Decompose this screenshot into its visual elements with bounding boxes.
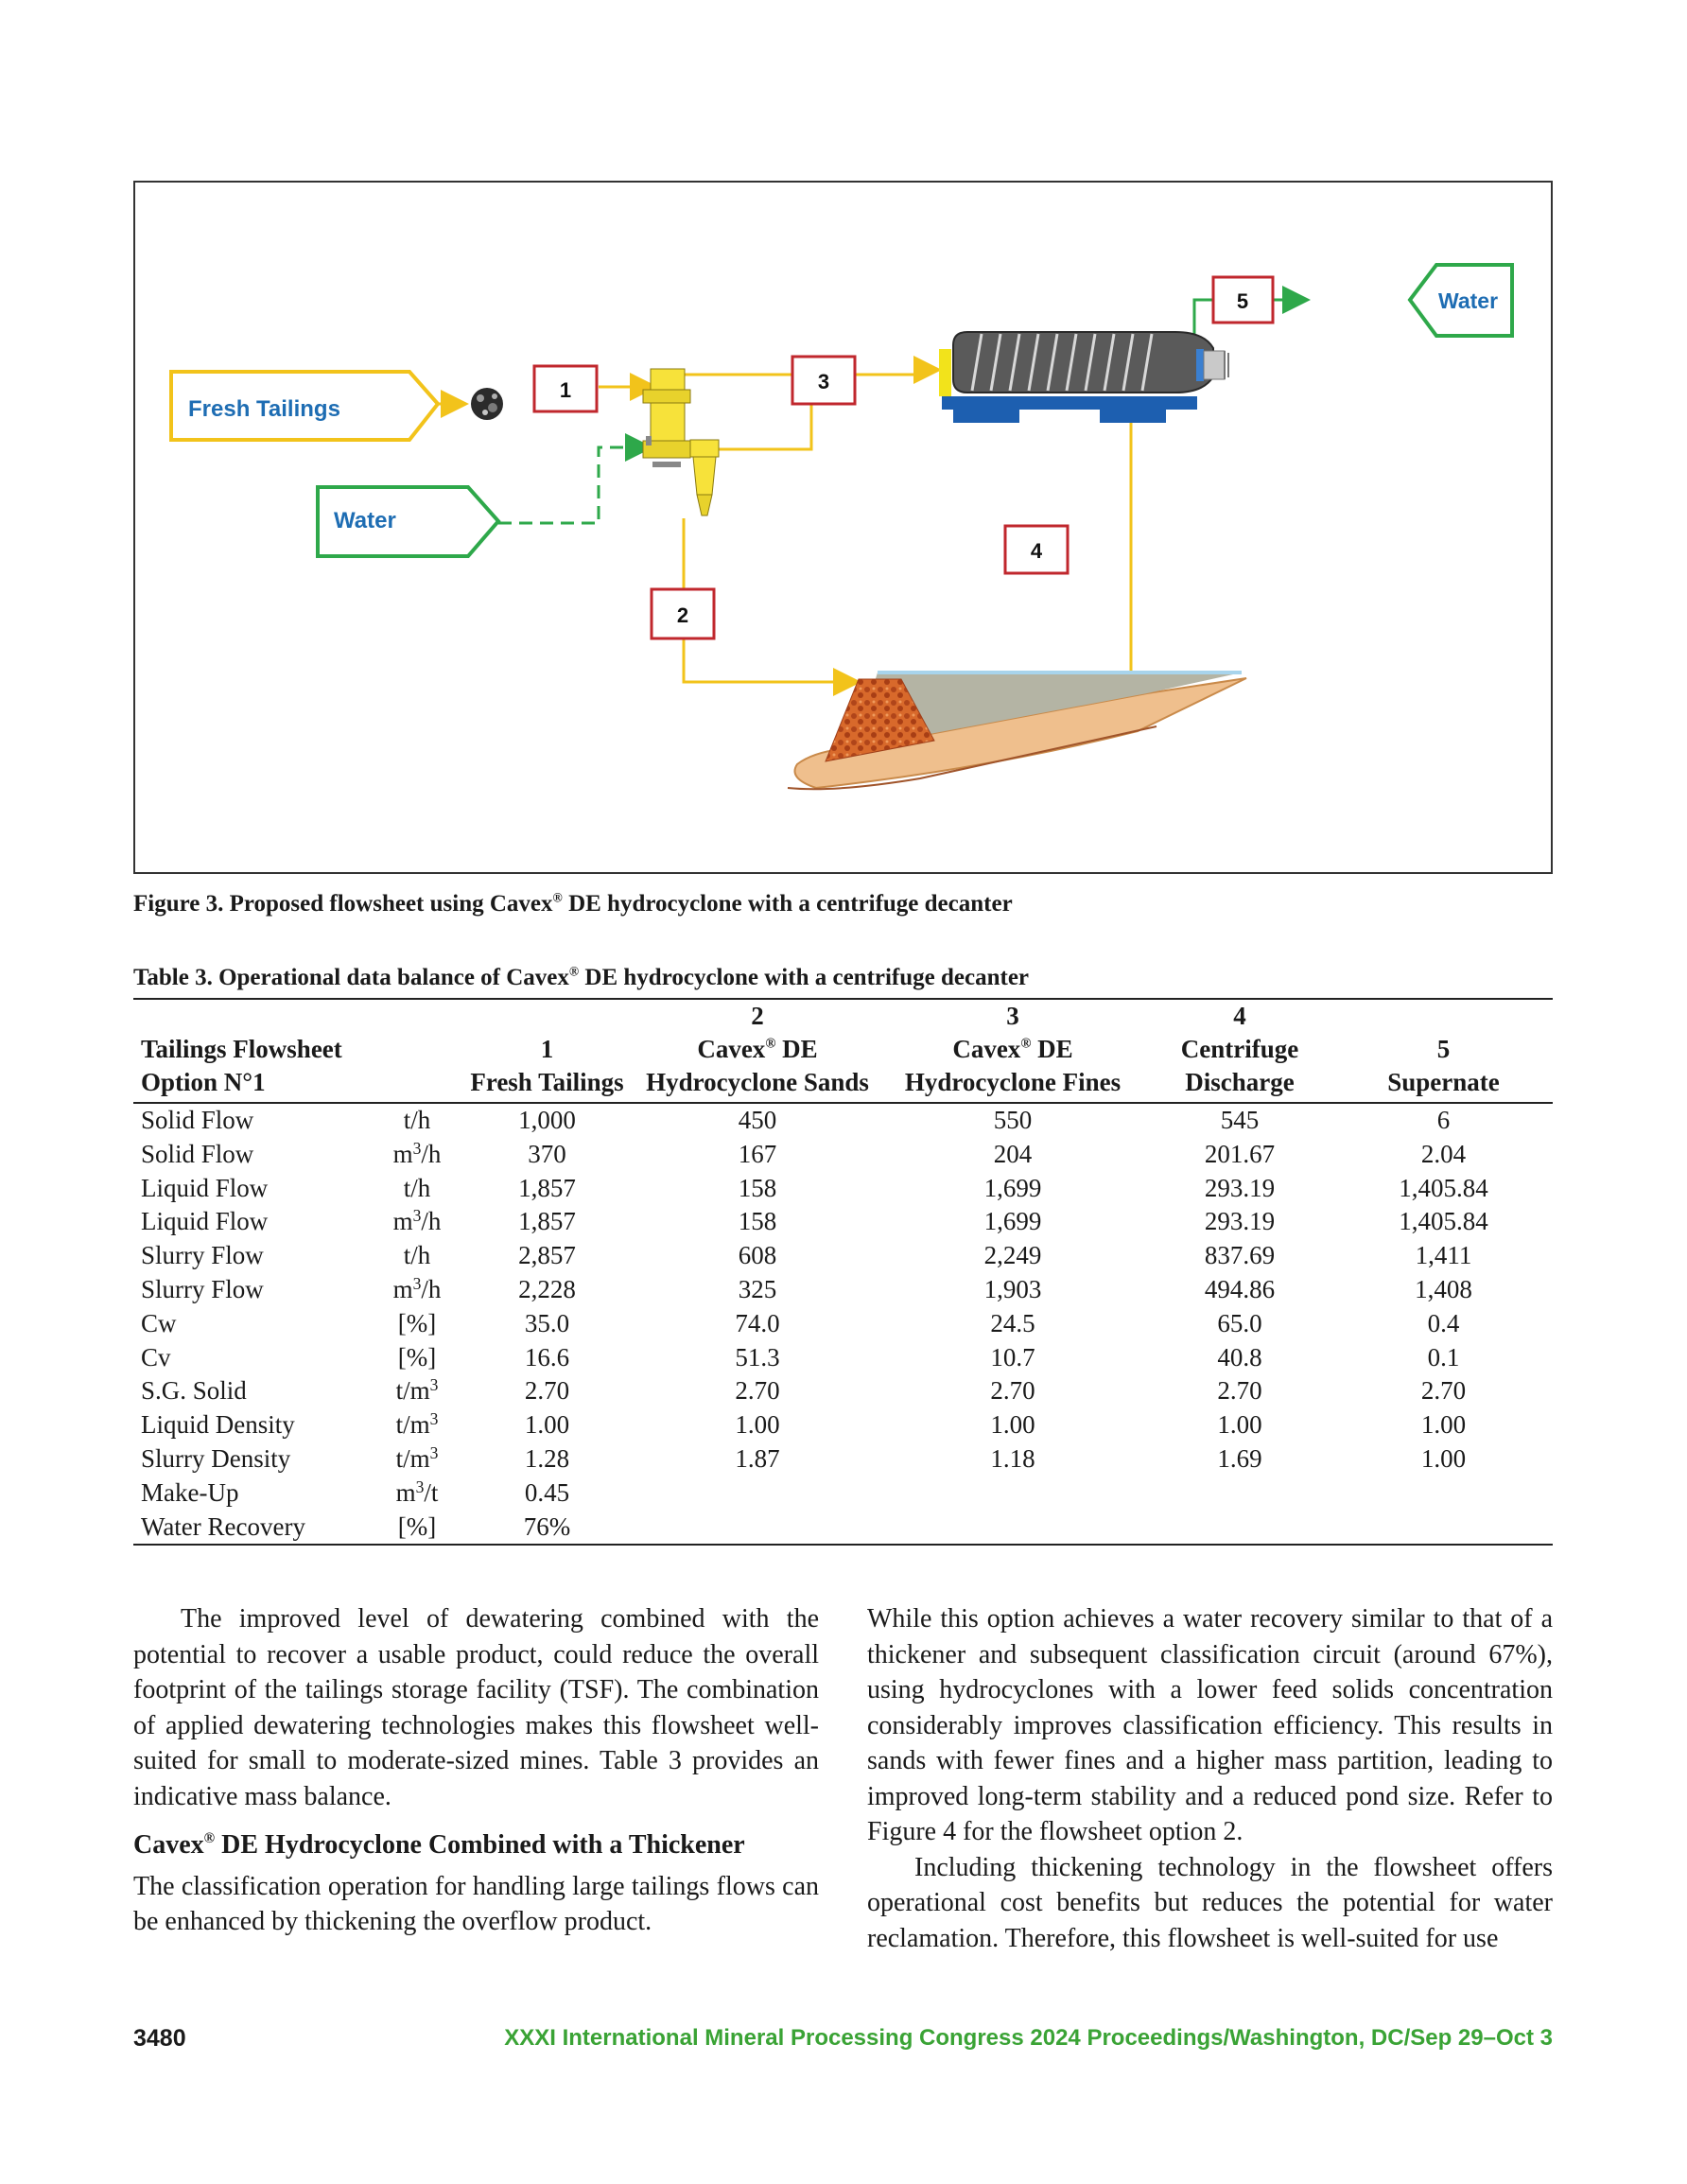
running-footer: XXXI International Mineral Processing Congress 2024 Proceedings/Washington, DC/Sep 29–Oct 3	[504, 2025, 1553, 2051]
svg-text:5: 5	[1236, 289, 1249, 313]
table-cell: 2,228	[518, 1274, 576, 1303]
table-cell: 1.00	[990, 1410, 1035, 1440]
figure-caption: Figure 3. Proposed flowsheet using Cavex® DE hydrocyclone with a centrifuge decanter	[133, 890, 1013, 917]
tailings-dam-icon	[788, 673, 1246, 789]
table-cell: 1,857	[518, 1207, 576, 1236]
mass-balance-table	[133, 998, 1553, 1546]
table-row	[133, 1172, 1553, 1206]
table-cell: 2.70	[990, 1376, 1035, 1406]
table-cell	[635, 1511, 880, 1546]
stream-box-2	[652, 589, 714, 638]
table-cell	[880, 1511, 1145, 1546]
row-unit: $m^3/t$	[395, 1477, 439, 1507]
table-cell: 293.19	[1204, 1173, 1276, 1202]
table-cell: 65.0	[1217, 1308, 1262, 1337]
row-label: Slurry Flow	[141, 1241, 264, 1270]
table-cell: 0.1	[1427, 1342, 1460, 1372]
row-label: Water Recovery	[141, 1511, 305, 1541]
row-unit: $t/m^3$	[395, 1443, 439, 1473]
fresh-tailings-input	[171, 372, 438, 440]
table-cell: 2.70	[524, 1376, 570, 1406]
table-row	[133, 1205, 1553, 1239]
row-unit: t/h	[403, 1241, 431, 1270]
table-cell: 370	[528, 1139, 566, 1168]
page-number: 3480	[133, 2025, 186, 2052]
col-header-fresh-tailings: Fresh Tailings	[460, 1066, 635, 1103]
table-row	[133, 1138, 1553, 1172]
row-unit: $m^3/h$	[392, 1139, 442, 1168]
row-unit: $t/m^3$	[395, 1409, 439, 1440]
fresh-tailings-label: Fresh Tailings	[188, 396, 340, 422]
row-unit: t/h	[403, 1106, 431, 1134]
table-cell: 2.70	[1420, 1376, 1467, 1406]
row-label: Liquid Flow	[141, 1207, 269, 1236]
table-row	[133, 1476, 1553, 1511]
table-cell: 1.00	[735, 1410, 780, 1440]
table-cell: 1.69	[1217, 1443, 1262, 1473]
table-cell: 1,405.84	[1399, 1207, 1488, 1236]
table-cell: 1,405.84	[1399, 1173, 1488, 1202]
row-header-line1: Tailings Flowsheet	[141, 1035, 342, 1063]
table-cell: 1.87	[735, 1443, 780, 1473]
table-cell: 16.6	[524, 1342, 570, 1372]
table-cell: 1,408	[1415, 1274, 1472, 1303]
table-row	[133, 1307, 1553, 1341]
svg-text:4: 4	[1030, 539, 1043, 563]
col-header-fines: Hydrocyclone Fines	[880, 1066, 1145, 1103]
table-cell: 325	[738, 1274, 777, 1303]
row-header-line2: Option N°1	[133, 1066, 374, 1103]
water-output-label: Water	[1438, 288, 1499, 313]
table-row	[133, 1374, 1553, 1408]
table-cell: 0.4	[1427, 1308, 1460, 1337]
table-cell: 2,857	[518, 1241, 576, 1270]
table-cell	[880, 1476, 1145, 1511]
table-row	[133, 1442, 1553, 1476]
row-unit: $m^3/h$	[392, 1206, 442, 1236]
table-cell: 1.00	[524, 1410, 570, 1440]
table-row	[133, 1341, 1553, 1375]
table-cell: 1,000	[518, 1106, 576, 1134]
row-unit: $m^3/h$	[392, 1274, 442, 1303]
table-cell: 201.67	[1204, 1139, 1276, 1168]
table-cell: 2,249	[983, 1241, 1042, 1270]
table-cell: 2.70	[1217, 1376, 1262, 1406]
table-row	[133, 1408, 1553, 1442]
flowsheet-figure	[133, 181, 1553, 874]
table-cell: 51.3	[735, 1342, 780, 1372]
table-cell: 76%	[523, 1511, 571, 1541]
table-cell: 608	[738, 1241, 777, 1270]
row-label: Solid Flow	[141, 1139, 254, 1168]
table-cell: 35.0	[524, 1308, 570, 1337]
stream-box-4	[1005, 526, 1068, 573]
svg-text:2: 2	[676, 603, 689, 627]
centrifuge-decanter-icon	[939, 332, 1228, 423]
water-output	[1410, 265, 1512, 336]
row-unit: [%]	[397, 1342, 437, 1372]
table-cell: 545	[1220, 1106, 1260, 1134]
col-header-sands: Hydrocyclone Sands	[635, 1066, 880, 1103]
paragraph: The improved level of dewatering combined with the potential to recover a usable product, could reduce the overall footprint of the tailings storage facility (TSF). The combination of applied dewatering technologies makes this flowsheet well-suited for small to moderate-sized mines. Table 3 provides an indicative mass balance.	[133, 1604, 819, 1811]
table-cell: 550	[993, 1106, 1033, 1134]
table-cell: 204	[993, 1139, 1033, 1168]
table-cell	[1145, 1511, 1334, 1546]
table-cell: 1.00	[1217, 1410, 1262, 1440]
svg-text:1: 1	[559, 378, 572, 402]
water-input	[318, 487, 498, 556]
table-cell: 167	[738, 1139, 777, 1168]
table-cell	[1334, 1511, 1553, 1546]
row-label: Solid Flow	[141, 1106, 254, 1134]
table-cell: 1,699	[983, 1173, 1042, 1202]
row-unit: [%]	[397, 1308, 437, 1337]
table-cell: 1.00	[1420, 1443, 1467, 1473]
table-cell: 158	[738, 1207, 777, 1236]
table-cell	[1145, 1476, 1334, 1511]
table-cell: 2.70	[735, 1376, 780, 1406]
table-cell: 1.00	[1420, 1410, 1467, 1440]
water-makeup-line	[498, 447, 651, 523]
table-cell: 1.28	[524, 1443, 570, 1473]
ore-particles-icon	[471, 388, 503, 420]
table-cell: 74.0	[735, 1308, 780, 1337]
table-cell: 0.45	[524, 1477, 570, 1507]
body-column-right	[867, 1601, 1553, 1956]
table-cell: 1,903	[983, 1274, 1042, 1303]
table-row	[133, 1511, 1553, 1546]
row-label: Slurry Density	[141, 1443, 291, 1473]
table-cell: 1.18	[990, 1443, 1035, 1473]
row-label: Liquid Flow	[141, 1173, 269, 1202]
stream-box-1	[534, 366, 597, 411]
row-label: Cv	[141, 1342, 171, 1372]
table-row	[133, 1103, 1553, 1138]
row-label: Slurry Flow	[141, 1274, 264, 1303]
col-header-supernate: Supernate	[1334, 1066, 1553, 1103]
table-cell: 450	[738, 1106, 777, 1134]
row-unit: [%]	[397, 1511, 437, 1541]
stream-box-5	[1213, 277, 1273, 323]
col-header-centrifuge: Discharge	[1145, 1066, 1334, 1103]
table-caption: Table 3. Operational data balance of Cavex® DE hydrocyclone with a centrifuge decanter	[133, 964, 1030, 990]
table-cell: 1,411	[1415, 1241, 1472, 1270]
table-cell: 293.19	[1204, 1207, 1276, 1236]
row-label: Liquid Density	[141, 1410, 295, 1440]
table-row	[133, 1273, 1553, 1307]
table-cell: 1,857	[518, 1173, 576, 1202]
section-heading: Cavex® DE Hydrocyclone Combined with a Thickener	[133, 1830, 745, 1860]
paragraph: While this option achieves a water recovery similar to that of a thickener and subsequent classification circuit (around 67%), using hydrocyclones with a lower feed solids concentration considerably improves classification efficiency. This results in sands with fewer fines and a higher mass partition, leading to improved long-term stability and a reduced pond size. Refer to Figure 4 for the flowsheet option 2.	[867, 1604, 1553, 1846]
table-header: 2 3 4 Tailings Flowsheet 1 Cavex® DE Cavex® DE Centrifuge 5 Option N°1 Fresh Tailings Hydrocyclone Sands Hydrocyclone Fines Discharge Supernate	[133, 999, 1553, 1103]
stream-box-3	[792, 357, 855, 404]
paragraph: The classification operation for handling large tailings flows can be enhanced by thickening the overflow product.	[133, 1871, 819, 1936]
table-cell	[1334, 1476, 1553, 1511]
svg-text:3: 3	[817, 370, 830, 393]
table-cell: 24.5	[990, 1308, 1035, 1337]
table-cell: 10.7	[990, 1342, 1035, 1372]
table-cell: 1,699	[983, 1207, 1042, 1236]
row-unit: $t/m^3$	[395, 1375, 439, 1406]
table-cell: 2.04	[1420, 1139, 1467, 1168]
flowsheet-diagram	[135, 183, 1551, 872]
table-cell: 40.8	[1217, 1342, 1262, 1372]
water-input-label: Water	[334, 508, 396, 533]
row-unit: t/h	[403, 1173, 431, 1202]
body-column-left	[133, 1601, 819, 1940]
row-label: S.G. Solid	[141, 1376, 247, 1406]
row-label: Cw	[141, 1308, 177, 1337]
table-body	[133, 1103, 1553, 1545]
hydrocyclone-icon	[643, 369, 719, 515]
row-label: Make-Up	[141, 1477, 239, 1507]
paragraph: Including thickening technology in the flowsheet offers operational cost benefits but reduces the potential for water reclamation. Therefore, this flowsheet is well-suited for use	[867, 1852, 1553, 1953]
table-cell: 6	[1436, 1106, 1451, 1134]
table-cell: 837.69	[1204, 1241, 1276, 1270]
table-cell: 158	[738, 1173, 777, 1202]
table-row	[133, 1239, 1553, 1273]
table-cell: 494.86	[1204, 1274, 1276, 1303]
table-cell	[635, 1476, 880, 1511]
